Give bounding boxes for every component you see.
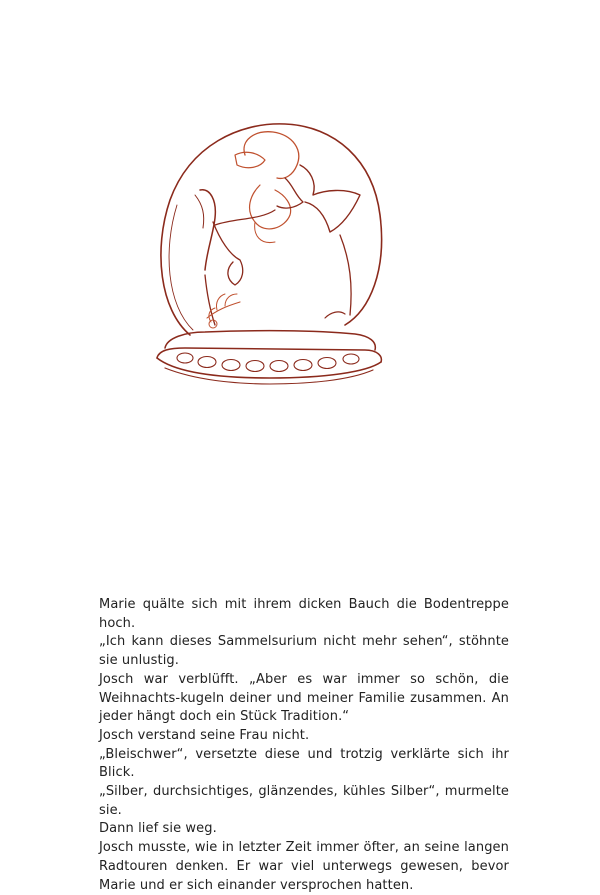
paragraph-6: „Silber, durchsichtiges, glänzendes, kühles Silber“, murmelte sie. bbox=[99, 784, 509, 818]
paragraph-3: Josch war verblüfft. „Aber es war immer so schön, die Weihnachts-kugeln deiner und meiner Familie zusammen. An jeder hängt doch ein Stück Tradition.“ bbox=[99, 671, 509, 725]
paragraph-8: Josch musste, wie in letzter Zeit immer öfter, an seine langen Radtouren denken. Er war viel unterwegs gewesen, bevor Marie und er sich einander versprochen hatten. bbox=[99, 840, 509, 893]
paragraph-5: „Bleischwer“, versetzte diese und trotzig verklärte sich ihr Blick. bbox=[99, 746, 509, 781]
paragraph-1: Marie quälte sich mit ihrem dicken Bauch die Bodentreppe hoch. bbox=[99, 597, 509, 631]
paragraph-4: Josch verstand seine Frau nicht. bbox=[99, 727, 310, 743]
story-text bbox=[99, 596, 509, 895]
paragraph-2: „Ich kann dieses Sammelsurium nicht mehr sehen“, stöhnte sie unlustig. bbox=[99, 634, 509, 669]
paragraph-7: Dann lief sie weg. bbox=[99, 821, 217, 837]
snow-globe-with-angel-icon bbox=[145, 110, 395, 390]
